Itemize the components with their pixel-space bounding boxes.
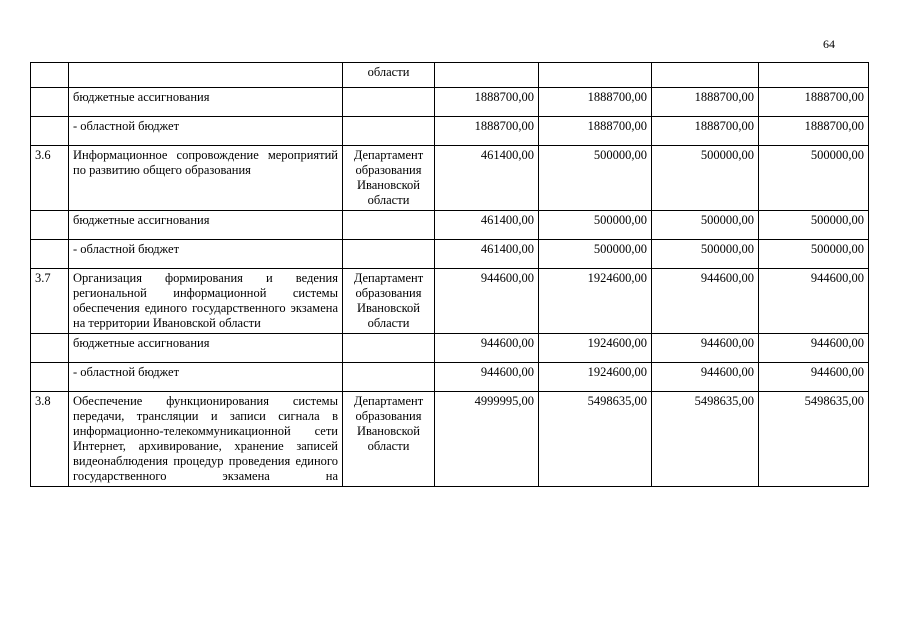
- amount-cell: 500000,00: [652, 240, 759, 269]
- item-code-cell: 3.7: [31, 269, 69, 334]
- amount-cell: 1888700,00: [435, 117, 539, 146]
- amount-cell: 1888700,00: [759, 117, 869, 146]
- item-code-cell: 3.6: [31, 146, 69, 211]
- amount-cell: [539, 63, 652, 88]
- amount-cell: 1888700,00: [539, 88, 652, 117]
- amount-cell: 1888700,00: [652, 88, 759, 117]
- department-cell: [343, 240, 435, 269]
- amount-cell: 1888700,00: [435, 88, 539, 117]
- amount-cell: 5498635,00: [539, 392, 652, 487]
- amount-cell: [759, 63, 869, 88]
- amount-cell: 944600,00: [652, 363, 759, 392]
- amount-cell: 500000,00: [652, 211, 759, 240]
- amount-cell: 500000,00: [539, 146, 652, 211]
- budget-table: [30, 62, 869, 487]
- amount-cell: 1888700,00: [539, 117, 652, 146]
- amount-cell: 944600,00: [652, 334, 759, 363]
- amount-cell: 461400,00: [435, 240, 539, 269]
- amount-cell: 500000,00: [759, 211, 869, 240]
- item-code-cell: 3.8: [31, 392, 69, 487]
- amount-cell: 500000,00: [759, 240, 869, 269]
- amount-cell: 461400,00: [435, 211, 539, 240]
- department-cell: [343, 211, 435, 240]
- department-cell: области: [343, 63, 435, 88]
- department-cell: [343, 117, 435, 146]
- description-cell: Обеспечение функционирования системы передачи, трансляции и записи сигнала в информационно-телекоммуникационной сети Интернет, архивирование, хранение записей видеонаблюдения процедур проведения единого государственного экзамена на: [69, 392, 343, 487]
- table-row: [31, 211, 869, 240]
- amount-cell: 500000,00: [539, 240, 652, 269]
- amount-cell: 500000,00: [652, 146, 759, 211]
- table-row: [31, 63, 869, 88]
- amount-cell: 944600,00: [759, 363, 869, 392]
- table-row: [31, 146, 869, 211]
- page-number: 64: [823, 37, 835, 51]
- description-cell: бюджетные ассигнования: [69, 334, 343, 363]
- amount-cell: 1888700,00: [759, 88, 869, 117]
- description-cell: - областной бюджет: [69, 363, 343, 392]
- amount-cell: [435, 63, 539, 88]
- department-cell: [343, 363, 435, 392]
- amount-cell: 5498635,00: [652, 392, 759, 487]
- item-code-cell: [31, 211, 69, 240]
- amount-cell: 500000,00: [539, 211, 652, 240]
- item-code-cell: [31, 363, 69, 392]
- amount-cell: 944600,00: [435, 363, 539, 392]
- amount-cell: 1924600,00: [539, 269, 652, 334]
- item-code-cell: [31, 88, 69, 117]
- item-code-cell: [31, 63, 69, 88]
- description-cell: Организация формирования и ведения региональной информационной системы обеспечения единого государственного экзамена на территории Ивановской области: [69, 269, 343, 334]
- amount-cell: 1924600,00: [539, 334, 652, 363]
- table-row: [31, 392, 869, 487]
- amount-cell: 461400,00: [435, 146, 539, 211]
- description-cell: Информационное сопровождение мероприятий по развитию общего образования: [69, 146, 343, 211]
- amount-cell: 5498635,00: [759, 392, 869, 487]
- item-code-cell: [31, 240, 69, 269]
- description-cell: - областной бюджет: [69, 117, 343, 146]
- amount-cell: 944600,00: [435, 334, 539, 363]
- description-cell: [69, 63, 343, 88]
- description-cell: - областной бюджет: [69, 240, 343, 269]
- amount-cell: 944600,00: [652, 269, 759, 334]
- table-row: [31, 334, 869, 363]
- department-cell: Департамент образования Ивановской области: [343, 146, 435, 211]
- description-cell: бюджетные ассигнования: [69, 88, 343, 117]
- amount-cell: 944600,00: [435, 269, 539, 334]
- table-row: [31, 88, 869, 117]
- table-row: [31, 363, 869, 392]
- amount-cell: 944600,00: [759, 334, 869, 363]
- amount-cell: 944600,00: [759, 269, 869, 334]
- table-row: [31, 117, 869, 146]
- amount-cell: 1924600,00: [539, 363, 652, 392]
- department-cell: Департамент образования Ивановской области: [343, 269, 435, 334]
- amount-cell: [652, 63, 759, 88]
- department-cell: [343, 88, 435, 117]
- item-code-cell: [31, 334, 69, 363]
- department-cell: [343, 334, 435, 363]
- amount-cell: 4999995,00: [435, 392, 539, 487]
- table-row: [31, 240, 869, 269]
- table-row: [31, 269, 869, 334]
- item-code-cell: [31, 117, 69, 146]
- description-cell: бюджетные ассигнования: [69, 211, 343, 240]
- amount-cell: 500000,00: [759, 146, 869, 211]
- department-cell: Департамент образования Ивановской области: [343, 392, 435, 487]
- amount-cell: 1888700,00: [652, 117, 759, 146]
